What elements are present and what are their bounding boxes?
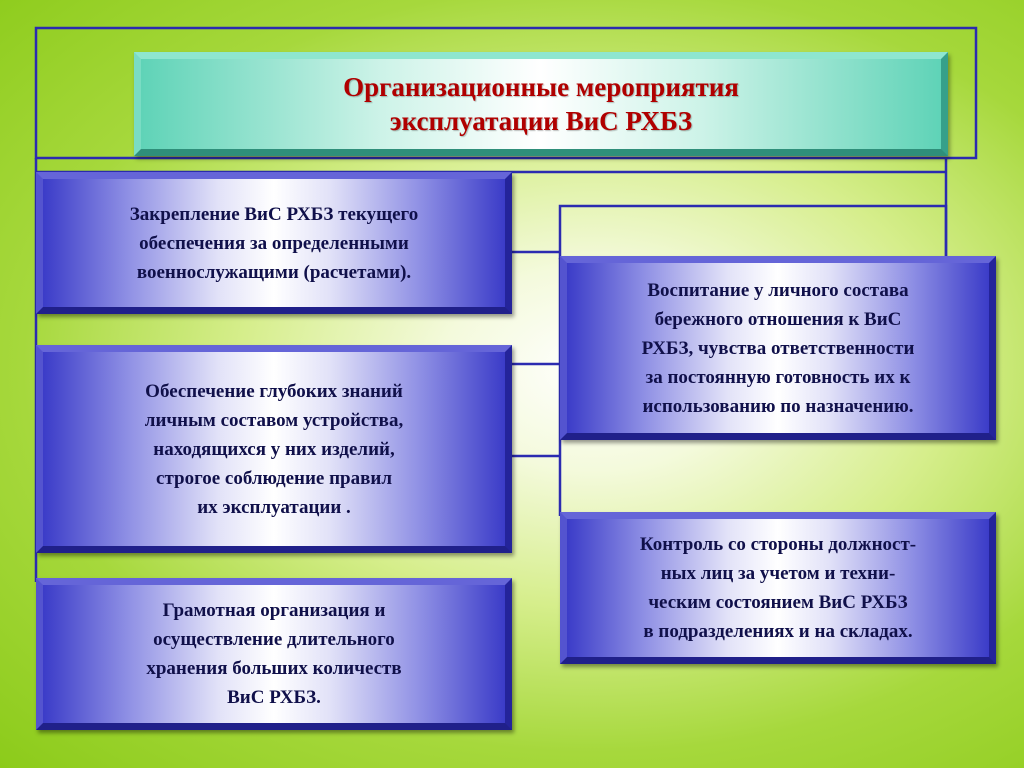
card-line: личным составом устройства, xyxy=(144,409,404,431)
card-line: использованию по назначению. xyxy=(642,395,914,417)
card-knowledge xyxy=(36,345,512,553)
card-line: в подразделениях и на складах. xyxy=(643,621,913,642)
title-line-2: эксплуатации ВиС РХБЗ xyxy=(389,106,693,136)
card-text xyxy=(145,377,403,522)
card-line: находящихся у них изделий, xyxy=(153,438,395,460)
card-line: ВиС РХБЗ. xyxy=(227,687,321,708)
card-line: Обеспечение глубоких знаний xyxy=(145,380,403,402)
card-line: бережного отношения к ВиС xyxy=(654,308,902,330)
card-line: хранения больших количеств xyxy=(146,658,402,679)
card-line: за постоянную готовность их к xyxy=(645,366,911,388)
card-line: Воспитание у личного состава xyxy=(647,279,909,301)
card-line: ческим состоянием ВиС РХБЗ xyxy=(648,592,908,613)
card-line: строгое соблюдение правил xyxy=(156,467,392,489)
card-line: ных лиц за учетом и техни- xyxy=(660,563,896,584)
card-storage xyxy=(36,578,512,730)
card-education xyxy=(560,256,996,440)
card-line: обеспечения за определенными xyxy=(139,232,409,254)
card-text xyxy=(642,276,915,421)
card-line: военнослужащими (расчетами). xyxy=(136,261,412,283)
card-line: РХБЗ, чувства ответственности xyxy=(641,337,915,359)
card-line: осуществление длительного xyxy=(153,629,395,650)
title-line-1: Организационные мероприятия xyxy=(343,72,739,102)
card-line: Контроль со стороны должност- xyxy=(639,534,917,555)
card-text xyxy=(146,596,401,712)
title-box xyxy=(134,52,948,156)
right-inner-frame-line xyxy=(560,206,946,258)
card-assignment xyxy=(36,172,512,314)
card-text xyxy=(130,200,418,287)
card-line: Закрепление ВиС РХБЗ текущего xyxy=(129,203,419,225)
card-line: их эксплуатации . xyxy=(197,496,351,518)
card-control xyxy=(560,512,996,664)
card-line: Грамотная организация и xyxy=(162,600,386,621)
card-text xyxy=(640,530,916,646)
